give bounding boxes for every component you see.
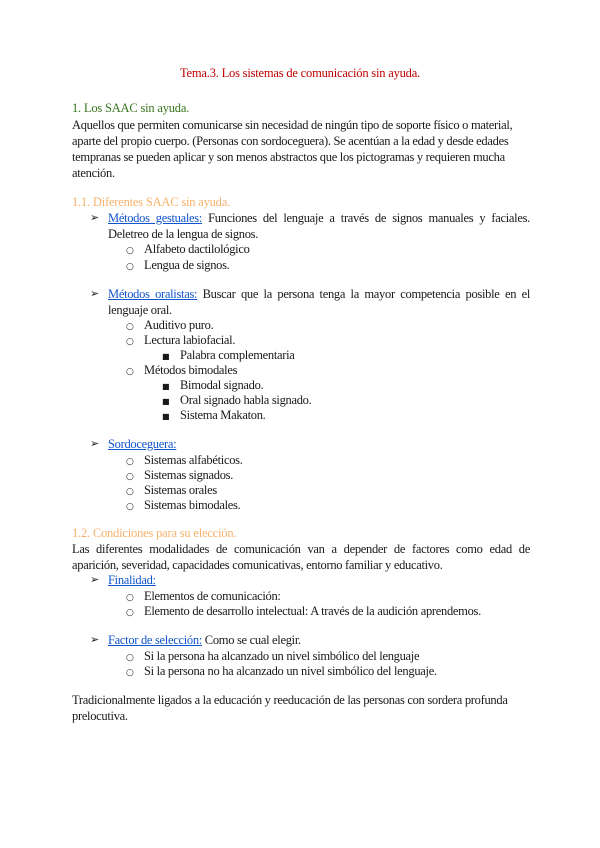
factor-link[interactable]: Factor de selección: [108,633,202,647]
list-item: ○ Lectura labiofacial. [126,332,235,350]
list-item: ○ Si la persona no ha alcanzado un nivel simbólico del lenguaje. [126,663,437,681]
gestuales-link[interactable]: Métodos gestuales: [108,211,203,225]
section-1-2-paragraph: Las diferentes modalidades de comunicación van a depender de factores como edad de aparición, severidad, capacidades comunicativas, entorno familiar y educativo. [72,542,530,572]
square-bullet-icon: ■ [162,412,170,421]
oralistas-item [90,286,530,318]
factor-text: Como se cual elegir. [201,633,301,647]
gestuales-text: Funciones del lenguaje a través de signos manuales y faciales. Deletreo de la lengua de signos. [108,211,530,241]
circle-bullet-icon: ○ [126,246,134,256]
circle-bullet-icon: ○ [126,367,134,377]
list-item: ○ Alfabeto dactilológico [126,241,250,259]
circle-bullet-icon: ○ [126,472,134,482]
list-item: ○ Elementos de comunicación: [126,588,281,606]
list-item: ○ Si la persona ha alcanzado un nivel simbólico del lenguaje [126,648,419,666]
document-title: Tema.3. Los sistemas de comunicación sin ayuda. [179,66,420,80]
sub-list-item: ■ Palabra complementaria [162,347,295,365]
oralistas-link[interactable]: Métodos oralistas: [108,287,198,301]
section-1-paragraph: Aquellos que permiten comunicarse sin necesidad de ningún tipo de soporte físico o material, aparte del propio cuerpo. (Personas con sordoceguera). Se acentúan a la edad y desde edades tempranas se pueden aplicar y son menos abstractos que los pictogramas y requieren mucha atención. [72,118,513,180]
circle-bullet-icon: ○ [126,457,134,467]
list-item: ○ Lengua de signos. [126,257,230,275]
arrow-bullet-icon: ➢ [90,573,99,586]
circle-bullet-icon: ○ [126,668,134,678]
section-1-heading: 1. Los SAAC sin ayuda. [72,101,190,115]
list-item: ○ Métodos bimodales [126,362,237,380]
arrow-bullet-icon: ➢ [90,437,99,450]
gestuales-item [90,210,530,242]
sub-list-item: ■ Oral signado habla signado. [162,392,311,410]
list-item: ○ Sistemas alfabéticos. [126,452,243,470]
square-bullet-icon: ■ [162,397,170,406]
list-item: ○ Elemento de desarrollo intelectual: A través de la audición aprendemos. [126,603,481,621]
arrow-bullet-icon: ➢ [90,633,99,646]
circle-bullet-icon: ○ [126,262,134,272]
circle-bullet-icon: ○ [126,337,134,347]
circle-bullet-icon: ○ [126,608,134,618]
list-item: ○ Auditivo puro. [126,317,213,335]
oralistas-text: Buscar que la persona tenga la mayor competencia posible en el lenguaje oral. [108,287,530,317]
finalidad-link[interactable]: Finalidad: [108,573,156,587]
closing-paragraph: Tradicionalmente ligados a la educación y reeducación de las personas con sordera profunda prelocutiva. [72,693,508,723]
circle-bullet-icon: ○ [126,653,134,663]
sordoceguera-link[interactable]: Sordoceguera: [108,437,177,451]
sub-list-item: ■ Sistema Makaton. [162,407,265,425]
arrow-bullet-icon: ➢ [90,211,99,224]
list-item: ○ Sistemas orales [126,482,217,500]
list-item: ○ Sistemas signados. [126,467,233,485]
sordoceguera-item [90,436,530,452]
section-1-1-heading: 1.1. Diferentes SAAC sin ayuda. [72,195,231,209]
sub-list-item: ■ Bimodal signado. [162,377,263,395]
finalidad-item [90,572,530,588]
circle-bullet-icon: ○ [126,593,134,603]
section-1-2-heading: 1.2. Condiciones para su elección. [72,526,237,540]
factor-item [90,632,530,648]
square-bullet-icon: ■ [162,352,170,361]
arrow-bullet-icon: ➢ [90,287,99,300]
circle-bullet-icon: ○ [126,502,134,512]
circle-bullet-icon: ○ [126,322,134,332]
circle-bullet-icon: ○ [126,487,134,497]
square-bullet-icon: ■ [162,382,170,391]
list-item: ○ Sistemas bimodales. [126,497,240,515]
